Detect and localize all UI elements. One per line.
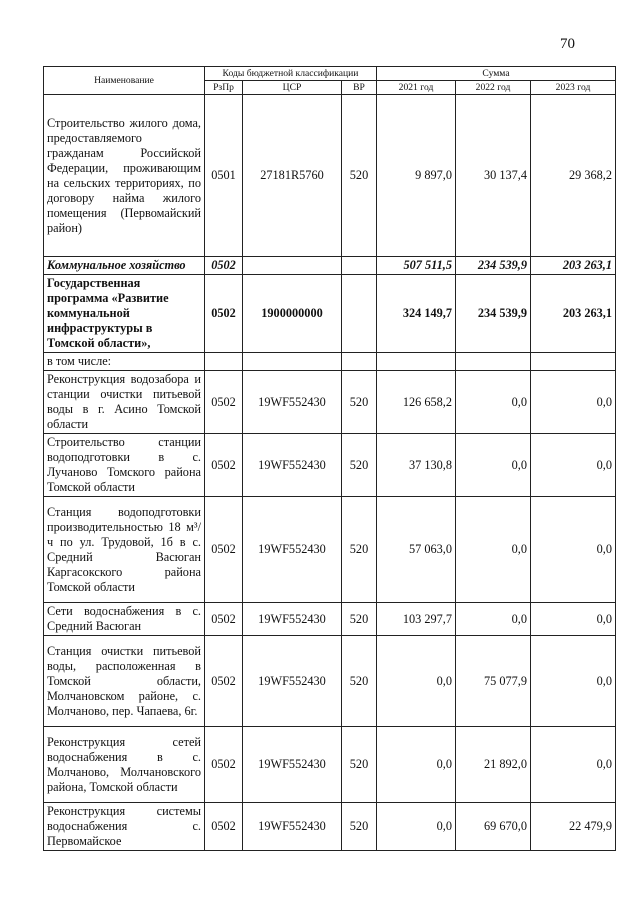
row-csr: 19WF552430 — [243, 803, 342, 851]
row-2023: 29 368,2 — [531, 95, 616, 257]
row-vr: 520 — [342, 497, 377, 603]
row-vr: 520 — [342, 727, 377, 803]
row-name: Строительство станции водоподготовки в с. Лучаново Томского района Томской области — [44, 434, 205, 497]
table-row-including — [44, 353, 616, 371]
row-csr: 19WF552430 — [243, 371, 342, 434]
row-2023: 22 479,9 — [531, 803, 616, 851]
row-2021 — [377, 353, 456, 371]
row-name: Реконструкция сетей водоснабжения в с. Молчаново, Молчановского района, Томской области — [44, 727, 205, 803]
row-2021: 126 658,2 — [377, 371, 456, 434]
row-2023: 203 263,1 — [531, 257, 616, 275]
row-vr: 520 — [342, 603, 377, 636]
table-row — [44, 636, 616, 727]
row-2021: 57 063,0 — [377, 497, 456, 603]
row-vr: 520 — [342, 95, 377, 257]
row-2022: 234 539,9 — [456, 275, 531, 353]
row-vr: 520 — [342, 803, 377, 851]
table-row — [44, 727, 616, 803]
header-name: Наименование — [44, 67, 205, 95]
row-csr: 19WF552430 — [243, 603, 342, 636]
row-vr — [342, 353, 377, 371]
row-csr: 27181R5760 — [243, 95, 342, 257]
row-2023: 0,0 — [531, 434, 616, 497]
header-sum-group: Сумма — [377, 67, 616, 81]
row-vr — [342, 275, 377, 353]
row-2023: 0,0 — [531, 371, 616, 434]
row-rzpr: 0502 — [205, 257, 243, 275]
row-csr: 19WF552430 — [243, 434, 342, 497]
row-rzpr: 0502 — [205, 434, 243, 497]
row-csr: 19WF552430 — [243, 727, 342, 803]
row-2022: 69 670,0 — [456, 803, 531, 851]
header-csr: ЦСР — [243, 81, 342, 95]
header-codes-group: Коды бюджетной классификации — [205, 67, 377, 81]
row-csr: 1900000000 — [243, 275, 342, 353]
row-name: Станция водоподготовки производительностью 18 м³/ч по ул. Трудовой, 1б в с. Средний Васюган Каргасокского района Томской области — [44, 497, 205, 603]
row-csr — [243, 353, 342, 371]
row-name: Государственная программа «Развитие коммунальной инфраструктуры в Томской области», — [44, 275, 205, 353]
row-2021: 9 897,0 — [377, 95, 456, 257]
row-2021: 507 511,5 — [377, 257, 456, 275]
row-2022: 0,0 — [456, 603, 531, 636]
row-name: Реконструкция системы водоснабжения с. Первомайское — [44, 803, 205, 851]
row-vr: 520 — [342, 371, 377, 434]
header-2022: 2022 год — [456, 81, 531, 95]
row-rzpr — [205, 353, 243, 371]
row-rzpr: 0502 — [205, 803, 243, 851]
row-2023 — [531, 353, 616, 371]
row-name: Коммунальное хозяйство — [44, 257, 205, 275]
row-name: Реконструкция водозабора и станции очистки питьевой воды в г. Асино Томской области — [44, 371, 205, 434]
row-rzpr: 0502 — [205, 636, 243, 727]
row-rzpr: 0502 — [205, 497, 243, 603]
row-vr: 520 — [342, 434, 377, 497]
table-row — [44, 497, 616, 603]
page-number: 70 — [560, 36, 575, 52]
header-row-top — [44, 67, 616, 81]
row-csr: 19WF552430 — [243, 497, 342, 603]
row-2022: 0,0 — [456, 434, 531, 497]
header-rzpr: РзПр — [205, 81, 243, 95]
table-row — [44, 371, 616, 434]
table-row — [44, 434, 616, 497]
table-row — [44, 803, 616, 851]
row-2022: 234 539,9 — [456, 257, 531, 275]
header-vr: ВР — [342, 81, 377, 95]
row-2021: 37 130,8 — [377, 434, 456, 497]
row-rzpr: 0502 — [205, 371, 243, 434]
header-2021: 2021 год — [377, 81, 456, 95]
row-vr: 520 — [342, 636, 377, 727]
row-2021: 0,0 — [377, 803, 456, 851]
header-2023: 2023 год — [531, 81, 616, 95]
table-row — [44, 95, 616, 257]
row-vr — [342, 257, 377, 275]
row-rzpr: 0502 — [205, 603, 243, 636]
row-rzpr: 0502 — [205, 275, 243, 353]
row-2022: 75 077,9 — [456, 636, 531, 727]
row-rzpr: 0502 — [205, 727, 243, 803]
row-2021: 0,0 — [377, 636, 456, 727]
row-name: Станция очистки питьевой воды, расположенная в Томской области, Молчановском районе, с. Молчаново, пер. Чапаева, 6г. — [44, 636, 205, 727]
row-2023: 0,0 — [531, 636, 616, 727]
table-row-program — [44, 275, 616, 353]
table-row — [44, 603, 616, 636]
row-2023: 0,0 — [531, 497, 616, 603]
row-2021: 103 297,7 — [377, 603, 456, 636]
row-name: в том числе: — [44, 353, 205, 371]
row-2022: 0,0 — [456, 371, 531, 434]
row-name: Сети водоснабжения в с. Средний Васюган — [44, 603, 205, 636]
row-2022: 0,0 — [456, 497, 531, 603]
row-csr: 19WF552430 — [243, 636, 342, 727]
row-2021: 0,0 — [377, 727, 456, 803]
row-name: Строительство жилого дома, предоставляемого гражданам Российской Федерации, проживающим на сельских территориях, по договору найма жилого помещения (Первомайский район) — [44, 95, 205, 257]
row-2022 — [456, 353, 531, 371]
row-2023: 0,0 — [531, 603, 616, 636]
row-2022: 21 892,0 — [456, 727, 531, 803]
row-2023: 203 263,1 — [531, 275, 616, 353]
row-csr — [243, 257, 342, 275]
table-row-section — [44, 257, 616, 275]
row-2022: 30 137,4 — [456, 95, 531, 257]
row-rzpr: 0501 — [205, 95, 243, 257]
row-2021: 324 149,7 — [377, 275, 456, 353]
budget-table — [43, 66, 616, 851]
row-2023: 0,0 — [531, 727, 616, 803]
